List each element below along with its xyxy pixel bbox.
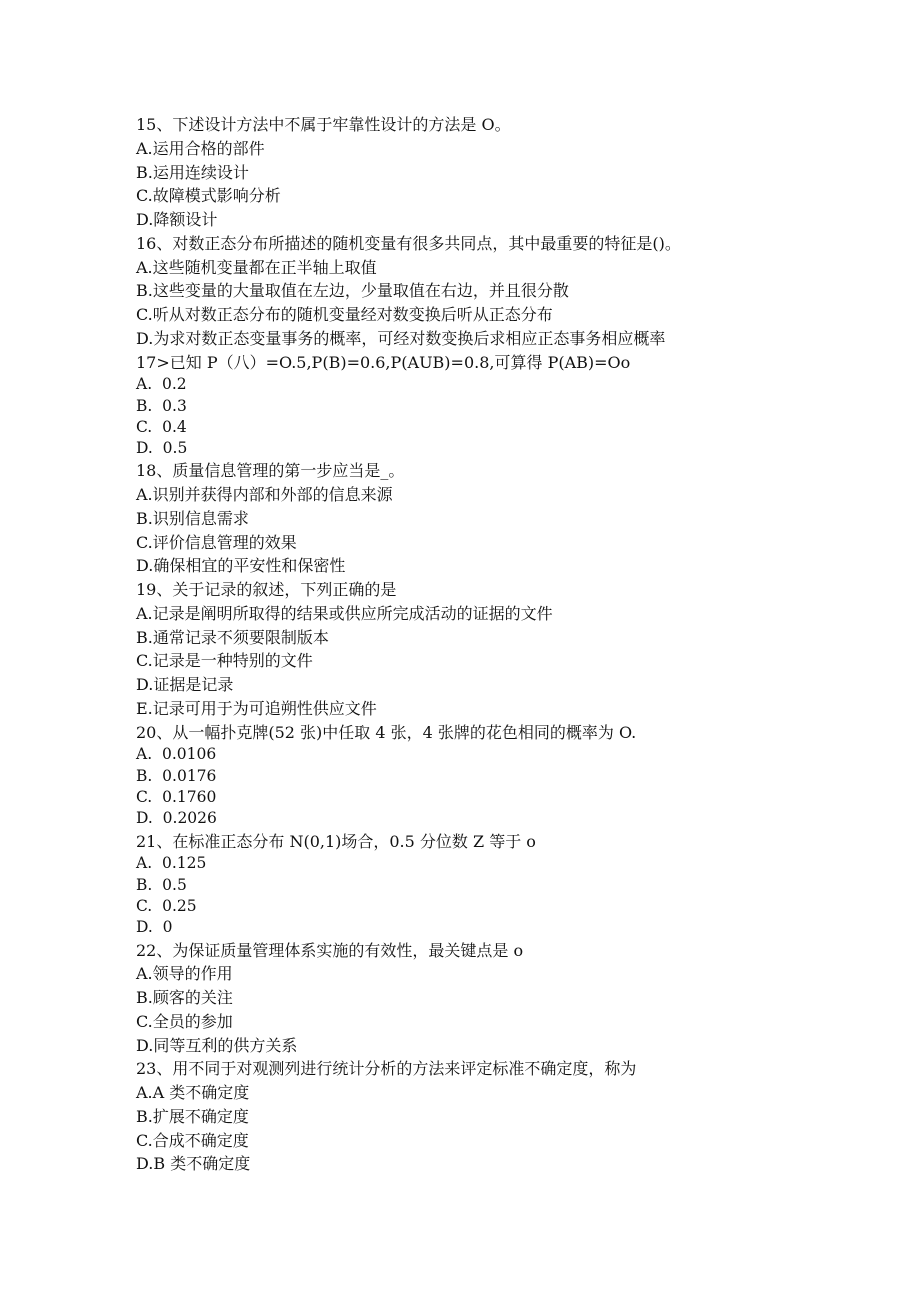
answer-option: A.识别并获得内部和外部的信息来源 [136,485,393,505]
answer-option: A. 0.125 [136,854,207,873]
question-list [136,113,836,1176]
question-text: 15、下述设计方法中不属于牢靠性设计的方法是 O。 [136,115,511,134]
answer-option: C. 0.25 [136,896,197,915]
answer-option: B. 0.3 [136,396,187,415]
answer-option: C.听从对数正态分布的随机变量经对数变换后听从正态分布 [136,305,553,324]
answer-option: A.A 类不确定度 [136,1083,250,1103]
question-text: 18、质量信息管理的第一步应当是_。 [136,461,405,481]
answer-option: D.为求对数正态变量事务的概率，可经对数变换后求相应正态事务相应概率 [136,328,666,348]
question-text: 23、用不同于对观测列进行统计分析的方法来评定标准不确定度，称为 [136,1059,637,1079]
answer-option: B.运用连续设计 [136,162,249,182]
answer-option: B.通常记录不须要限制版本 [136,627,329,647]
answer-option: B. 0.0176 [136,766,217,785]
answer-option: A.记录是阐明所取得的结果或供应所完成活动的证据的文件 [136,603,553,623]
answer-option: C. 0.4 [136,417,187,436]
answer-option: C.合成不确定度 [136,1130,249,1150]
answer-option: C.故障模式影响分析 [136,186,281,206]
answer-option: D.确保相宜的平安性和保密性 [136,556,346,576]
answer-option: C.记录是一种特别的文件 [136,651,313,671]
answer-option: A.领导的作用 [136,964,233,984]
answer-option: A.这些随机变量都在正半轴上取值 [136,257,377,277]
question-text: 19、关于记录的叙述，下列正确的是 [136,580,397,600]
question-text: 16、对数正态分布所描述的随机变量有很多共同点，其中最重要的特征是()。 [136,233,681,253]
answer-option: D.B 类不确定度 [136,1154,251,1174]
answer-option: A. 0.2 [136,375,187,394]
answer-option: B.这些变量的大量取值在左边，少量取值在右边，并且很分散 [136,281,569,301]
answer-option: A. 0.0106 [136,745,217,764]
answer-option: D. 0.2026 [136,809,217,828]
answer-option: B.顾客的关注 [136,988,233,1008]
answer-option: D.同等互利的供方关系 [136,1035,298,1055]
answer-option: C.全员的参加 [136,1011,233,1031]
question-text: 21、在标准正态分布 N(0,1)场合，0.5 分位数 Z 等于 o [136,831,536,851]
answer-option: B. 0.5 [136,875,187,894]
answer-option: D.降额设计 [136,210,218,229]
answer-option: D. 0 [136,918,173,937]
answer-option: A.运用合格的部件 [136,138,265,158]
answer-option: C. 0.1760 [136,788,217,807]
question-text: 17>已知 P（八）=O.5,P(B)=0.6,P(AUB)=0.8,可算得 P(AB)=Oo [136,352,631,372]
answer-option: B.识别信息需求 [136,508,249,528]
question-text: 22、为保证质量管理体系实施的有效性，最关键点是 o [136,940,524,960]
answer-option: B.扩展不确定度 [136,1106,249,1126]
question-text: 20、从一幅扑克牌(52 张)中任取 4 张，4 张牌的花色相同的概率为 O. [136,722,637,742]
answer-option: D.证据是记录 [136,675,234,695]
answer-option: C.评价信息管理的效果 [136,532,297,552]
answer-option: E.记录可用于为可追朔性供应文件 [136,698,377,718]
answer-option: D. 0.5 [136,439,188,458]
